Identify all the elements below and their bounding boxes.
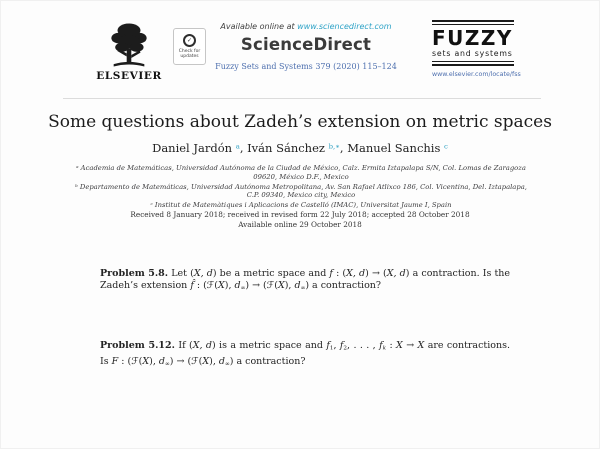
crossmark-icon: ✓ [183,34,196,47]
affiliation-b: $^b$ Departamento de Matemáticas, Universidad Autónoma Metropolitana, Av. San Rafael Atlixco 186, Col. Vicentina, Del. Iztapalapa, C.P. 09340, Mexico city, Mexico [75,182,527,200]
elsevier-locate-link[interactable]: www.elsevier.com/locate/fss [432,71,521,78]
crossmark-label: Check for updates [178,49,201,59]
journal-logo-subtitle: sets and systems [432,49,513,58]
elsevier-wordmark: ELSEVIER [96,70,162,82]
header-divider [63,98,541,99]
sciencedirect-link[interactable]: www.sciencedirect.com [297,22,392,31]
elsevier-tree-icon [106,21,152,69]
journal-logo-title: FUZZY [432,26,513,50]
received-dates-line: Received 8 January 2018; received in revised form 22 July 2018; accepted 28 October 2018 [130,210,470,219]
affiliations [69,163,533,210]
problem-5-8-paragraph: Problem 5.8. Let (X, d) be a metric space and f : (X, d) → (X, d) a contraction. Is the Zadeh’s extension f̂ : (ℱ(X), $d_\infty$) → (ℱ(X), $d_\infty$) a contraction? [100,268,511,292]
header-center [201,22,411,71]
article-title: Some questions about Zadeh’s extension on metric spaces [48,112,552,132]
journal-citation-link[interactable]: Fuzzy Sets and Systems 379 (2020) 115–124 [215,62,397,71]
problem-5-12-paragraph: Problem 5.12. If (X, d) is a metric space and $f_1$, $f_2$, . . . , $f_k$ : X → X are contractions. Is F : (ℱ(X), $d_\infty$) → (ℱ(X), $d_\infty$) a contraction? [100,340,510,368]
double-rule-top [432,20,514,25]
available-online-text: Available online at [220,22,298,31]
author-line: Daniel Jardón $^a$, Iván Sánchez $^{b,∗}$, Manuel Sanchis $^c$ [152,141,448,155]
available-online-date: Available online 29 October 2018 [238,220,362,229]
available-online-line [201,22,411,31]
journal-logo-block [432,20,521,78]
elsevier-logo [95,21,163,82]
sciencedirect-wordmark: ScienceDirect [240,35,372,54]
affiliation-c: $^c$ Institut de Matemàtiques i Aplicacions de Castelló (IMAC), Universitat Jaume I, Spain [150,201,452,210]
affiliation-a: $^a$ Academia de Matemáticas, Universidad Autónoma de la Ciudad de México, Calz. Ermita Iztapalapa S/N, Col. Lomas de Zaragoza 09620, México D.F., Mexico [76,164,526,181]
double-rule-bottom [432,61,514,66]
